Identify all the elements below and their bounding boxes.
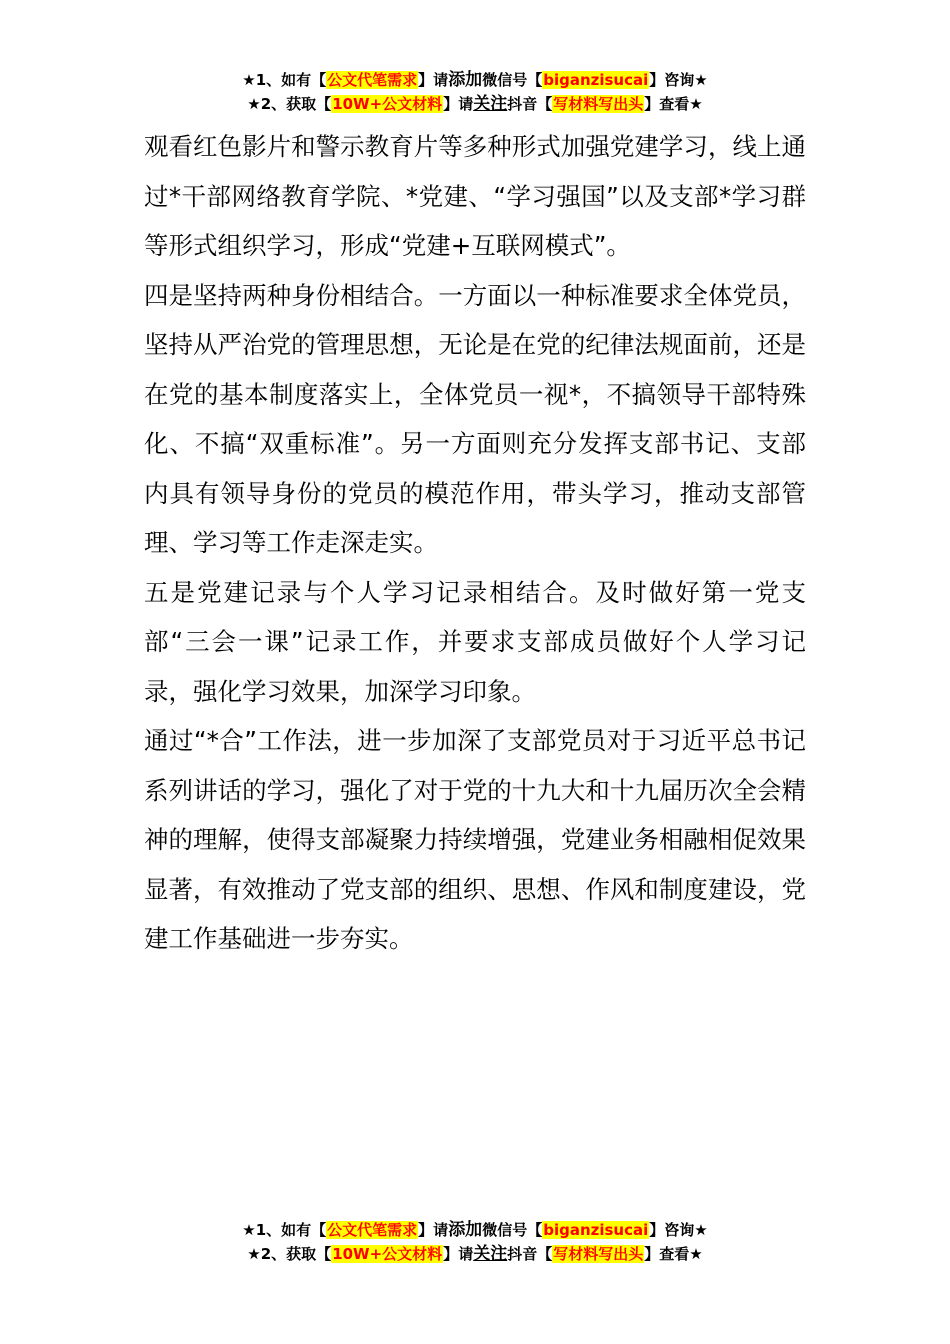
- banner-text: 】请: [443, 95, 474, 113]
- banner-text: 抖音【: [507, 1245, 553, 1263]
- star-icon: ★: [689, 95, 703, 113]
- star-icon: ★: [694, 1221, 708, 1239]
- banner-text: 】咨询: [649, 71, 695, 89]
- paragraph: 通过“*合”工作法，进一步加深了支部党员对于习近平总书记系列讲话的学习，强化了对于党的十九大和十九届历次全会精神的理解，使得支部凝聚力持续增强，党建业务相融相促效果显著，有效推动了党支部的组织、思想、作风和制度建设，党建工作基础进一步夯实。: [144, 726, 806, 953]
- banner-text: 2、获取【: [260, 95, 332, 113]
- banner-text: 抖音【: [507, 95, 553, 113]
- document-body: [144, 122, 806, 964]
- star-icon: ★: [247, 95, 261, 113]
- banner-text: 微信号【: [482, 1221, 543, 1239]
- banner-text: 】请: [443, 1245, 474, 1263]
- banner-emphasis: 关注: [473, 94, 508, 114]
- star-icon: ★: [242, 71, 256, 89]
- paragraph: 观看红色影片和警示教育片等多种形式加强党建学习，线上通过*干部网络教育学院、*党建、“学习强国”以及支部*学习群等形式组织学习，形成“党建+互联网模式”。: [144, 132, 806, 260]
- banner-line-2: [0, 92, 950, 116]
- banner-emphasis: 关注: [473, 1244, 508, 1264]
- highlight-douyin-account: 写材料写出头: [553, 95, 644, 113]
- banner-text: 微信号【: [482, 71, 543, 89]
- highlight-service: 公文代笔需求: [327, 1221, 418, 1239]
- banner-text: 2、获取【: [260, 1245, 332, 1263]
- highlight-douyin-account: 写材料写出头: [553, 1245, 644, 1263]
- star-icon: ★: [694, 71, 708, 89]
- highlight-wechat-id: biganzisucai: [543, 71, 649, 89]
- banner-text: 1、如有【: [255, 1221, 327, 1239]
- header-banner: [0, 68, 950, 116]
- star-icon: ★: [247, 1245, 261, 1263]
- banner-emphasis: 添加: [448, 1220, 483, 1240]
- banner-line-1: [0, 68, 950, 92]
- banner-text: 】请: [418, 71, 449, 89]
- banner-text: 】查看: [644, 1245, 690, 1263]
- banner-line-1: [0, 1218, 950, 1242]
- paragraph: 四是坚持两种身份相结合。一方面以一种标准要求全体党员，坚持从严治党的管理思想，无论是在党的纪律法规面前，还是在党的基本制度落实上，全体党员一视*，不搞领导干部特殊化、不搞“双重标准”。另一方面则充分发挥支部书记、支部内具有领导身份的党员的模范作用，带头学习，推动支部管理、学习等工作走深走实。: [144, 280, 806, 557]
- highlight-service: 公文代笔需求: [327, 71, 418, 89]
- star-icon: ★: [689, 1245, 703, 1263]
- highlight-materials: 10W+公文材料: [332, 95, 443, 113]
- banner-line-2: [0, 1242, 950, 1266]
- paragraph: 五是党建记录与个人学习记录相结合。及时做好第一党支部“三会一课”记录工作，并要求支部成员做好个人学习记录，强化学习效果，加深学习印象。: [144, 577, 806, 706]
- banner-text: 1、如有【: [255, 71, 327, 89]
- highlight-materials: 10W+公文材料: [332, 1245, 443, 1263]
- star-icon: ★: [242, 1221, 256, 1239]
- highlight-wechat-id: biganzisucai: [543, 1221, 649, 1239]
- banner-text: 】咨询: [649, 1221, 695, 1239]
- banner-text: 】请: [418, 1221, 449, 1239]
- banner-text: 】查看: [644, 95, 690, 113]
- banner-emphasis: 添加: [448, 70, 483, 90]
- footer-banner: [0, 1218, 950, 1266]
